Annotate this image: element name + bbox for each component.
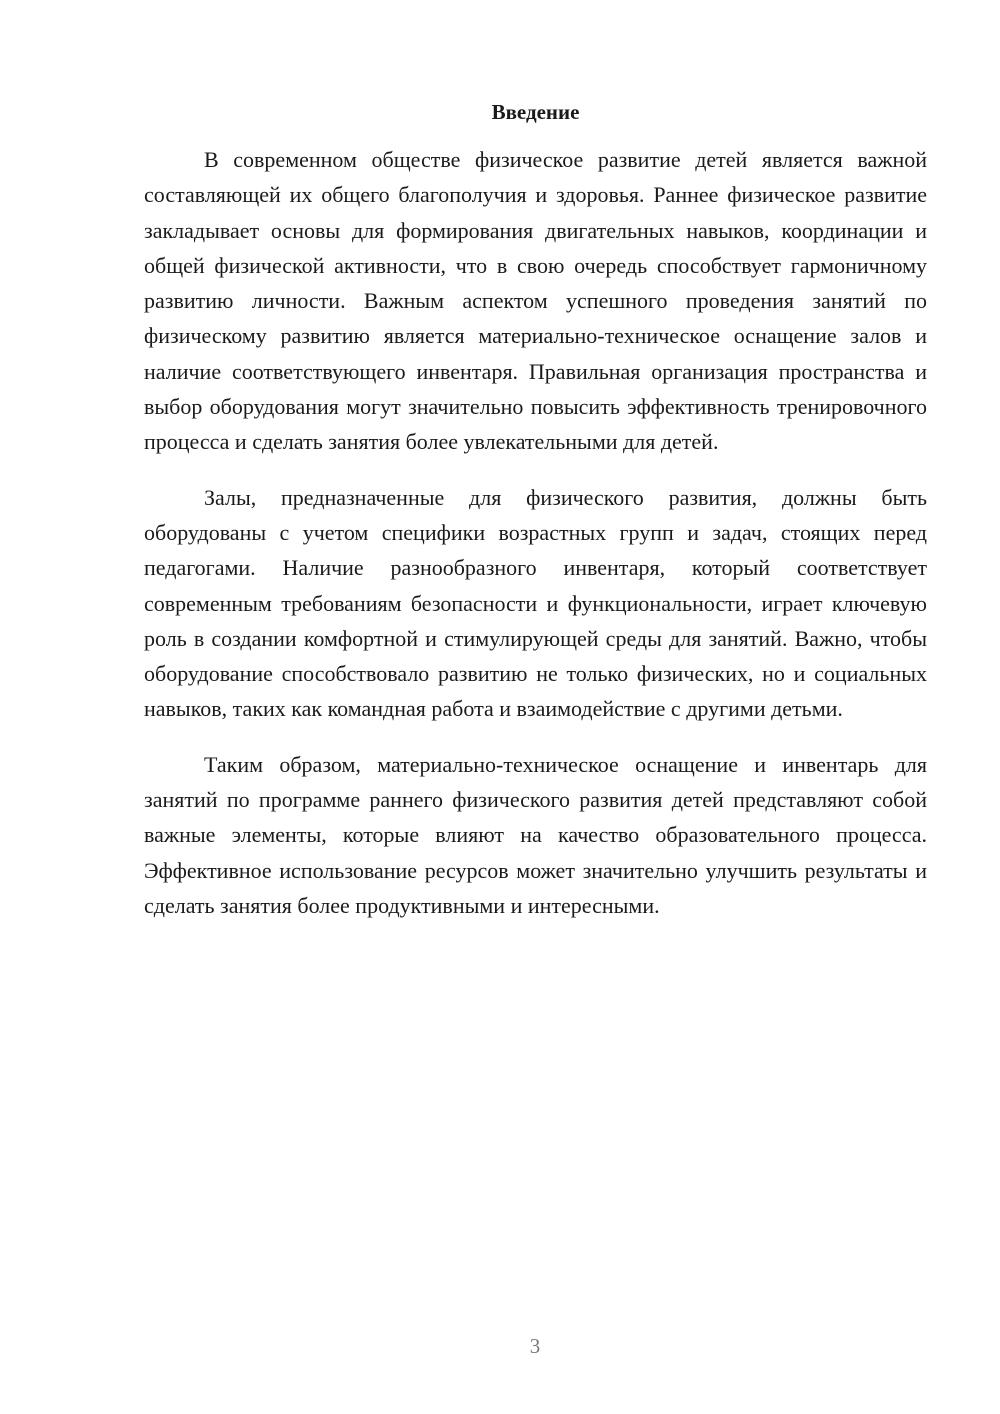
page-title: Введение <box>491 100 580 124</box>
document-body <box>144 142 927 923</box>
paragraph-1: В современном обществе физическое развитие детей является важной составляющей их общего благополучия и здоровья. Раннее физическое развитие закладывает основы для формирования двигательных навыков, координации и общей физической активности, что в свою очередь способствует гармоничному развитию личности. Важным аспектом успешного проведения занятий по физическому развитию является материально-техническое оснащение залов и наличие соответствующего инвентаря. Правильная организация пространства и выбор оборудования могут значительно повысить эффективность тренировочного процесса и сделать занятия более увлекательными для детей. <box>144 147 927 455</box>
page-number: 3 <box>529 1334 541 1358</box>
paragraph-3: Таким образом, материально-техническое оснащение и инвентарь для занятий по программе раннего физического развития детей представляют собой важные элементы, которые влияют на качество образовательного процесса. Эффективное использование ресурсов может значительно улучшить результаты и сделать занятия более продуктивными и интересными. <box>144 751 927 918</box>
paragraph-2: Залы, предназначенные для физического развития, должны быть оборудованы с учетом специфики возрастных групп и задач, стоящих перед педагогами. Наличие разнообразного инвентаря, который соответствует современным требованиям безопасности и функциональности, играет ключевую роль в создании комфортной и стимулирующей среды для занятий. Важно, чтобы оборудование способствовало развитию не только физических, но и социальных навыков, таких как командная работа и взаимодействие с другими детьми. <box>144 484 927 722</box>
